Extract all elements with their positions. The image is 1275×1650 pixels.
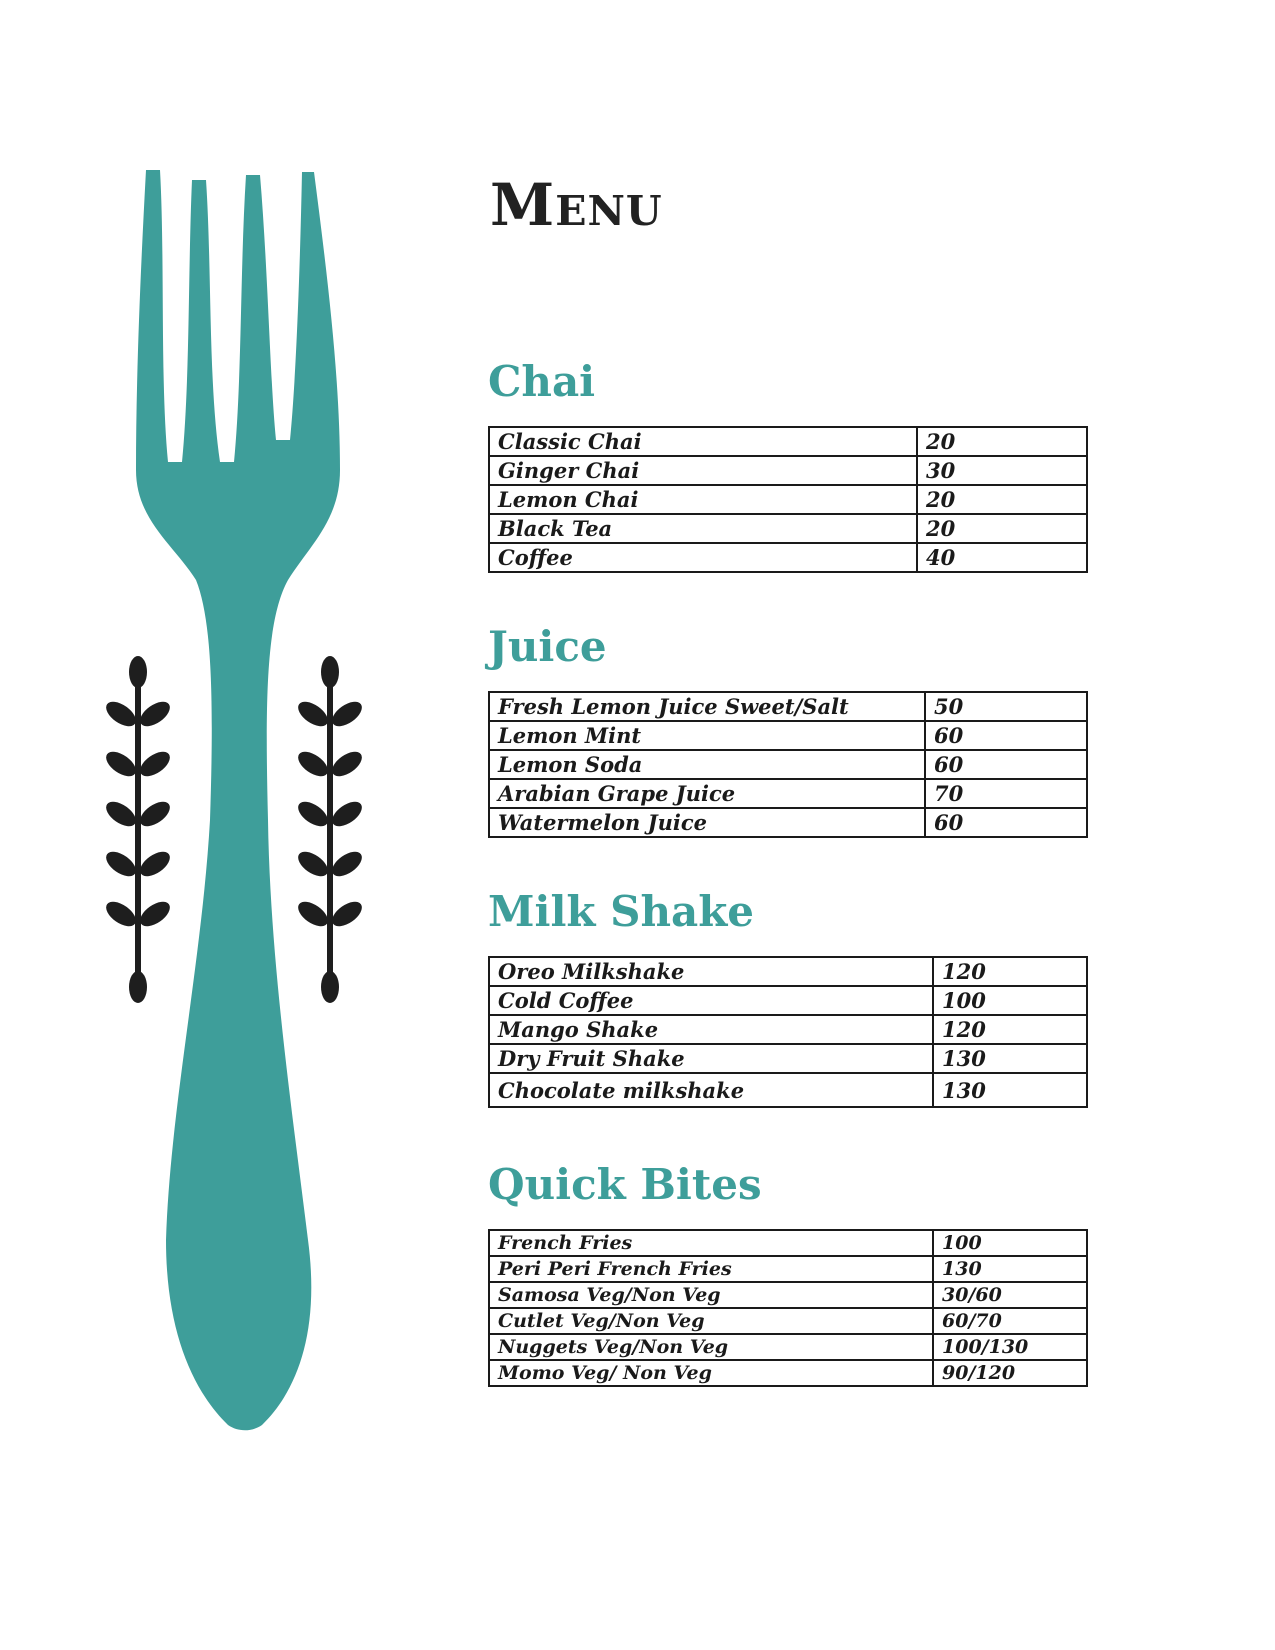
item-price: 40 [917, 543, 1087, 572]
table-row [489, 1015, 1087, 1044]
item-name: Mango Shake [489, 1015, 933, 1044]
item-name: Nuggets Veg/Non Veg [489, 1334, 933, 1360]
item-name: French Fries [489, 1230, 933, 1256]
table-row [489, 721, 1087, 750]
item-name: Samosa Veg/Non Veg [489, 1282, 933, 1308]
decoration-artwork [0, 0, 440, 1650]
item-name: Fresh Lemon Juice Sweet/Salt [489, 692, 925, 721]
section-heading: Milk Shake [488, 887, 755, 936]
menu-section-quick-bites [488, 1160, 1086, 1387]
menu-table [488, 691, 1088, 838]
item-name: Cutlet Veg/Non Veg [489, 1308, 933, 1334]
table-row [489, 779, 1087, 808]
item-name: Black Tea [489, 514, 917, 543]
table-row [489, 808, 1087, 837]
item-price: 60 [925, 750, 1087, 779]
menu-section-juice [488, 622, 1086, 838]
item-price: 30/60 [933, 1282, 1087, 1308]
item-price: 60 [925, 808, 1087, 837]
item-name: Cold Coffee [489, 986, 933, 1015]
table-row [489, 957, 1087, 986]
table-row [489, 750, 1087, 779]
item-name: Chocolate milkshake [489, 1073, 933, 1107]
item-name: Momo Veg/ Non Veg [489, 1360, 933, 1386]
item-price: 130 [933, 1044, 1087, 1073]
table-row [489, 514, 1087, 543]
menu-table [488, 426, 1088, 573]
table-row [489, 1073, 1087, 1107]
table-row [489, 1230, 1087, 1256]
section-heading: Quick Bites [488, 1160, 762, 1209]
table-row [489, 692, 1087, 721]
item-name: Lemon Mint [489, 721, 925, 750]
table-row [489, 1256, 1087, 1282]
item-name: Dry Fruit Shake [489, 1044, 933, 1073]
item-price: 120 [933, 1015, 1087, 1044]
menu-table [488, 1229, 1088, 1387]
table-row [489, 986, 1087, 1015]
item-price: 60 [925, 721, 1087, 750]
item-price: 30 [917, 456, 1087, 485]
item-name: Classic Chai [489, 427, 917, 456]
item-price: 50 [925, 692, 1087, 721]
item-price: 20 [917, 485, 1087, 514]
page-title: Menu [490, 171, 663, 239]
item-price: 60/70 [933, 1308, 1087, 1334]
item-name: Peri Peri French Fries [489, 1256, 933, 1282]
item-price: 100 [933, 986, 1087, 1015]
table-row [489, 543, 1087, 572]
menu-section-milk-shake [488, 887, 1086, 1108]
item-price: 130 [933, 1256, 1087, 1282]
fork-icon [136, 170, 340, 1430]
item-name: Lemon Chai [489, 485, 917, 514]
item-name: Arabian Grape Juice [489, 779, 925, 808]
item-name: Coffee [489, 543, 917, 572]
table-row [489, 427, 1087, 456]
table-row [489, 1308, 1087, 1334]
section-heading: Chai [488, 357, 596, 406]
item-price: 70 [925, 779, 1087, 808]
item-price: 100/130 [933, 1334, 1087, 1360]
item-price: 20 [917, 427, 1087, 456]
item-price: 100 [933, 1230, 1087, 1256]
item-name: Oreo Milkshake [489, 957, 933, 986]
table-row [489, 1334, 1087, 1360]
menu-section-chai [488, 357, 1086, 573]
item-name: Lemon Soda [489, 750, 925, 779]
item-price: 130 [933, 1073, 1087, 1107]
table-row [489, 1044, 1087, 1073]
table-row [489, 1360, 1087, 1386]
item-name: Ginger Chai [489, 456, 917, 485]
item-price: 90/120 [933, 1360, 1087, 1386]
leaf-sprig-icon-left [102, 656, 174, 1003]
item-name: Watermelon Juice [489, 808, 925, 837]
menu-table [488, 956, 1088, 1108]
leaf-sprig-icon-right [294, 656, 366, 1003]
section-heading: Juice [488, 622, 607, 671]
table-row [489, 456, 1087, 485]
table-row [489, 485, 1087, 514]
item-price: 120 [933, 957, 1087, 986]
item-price: 20 [917, 514, 1087, 543]
table-row [489, 1282, 1087, 1308]
